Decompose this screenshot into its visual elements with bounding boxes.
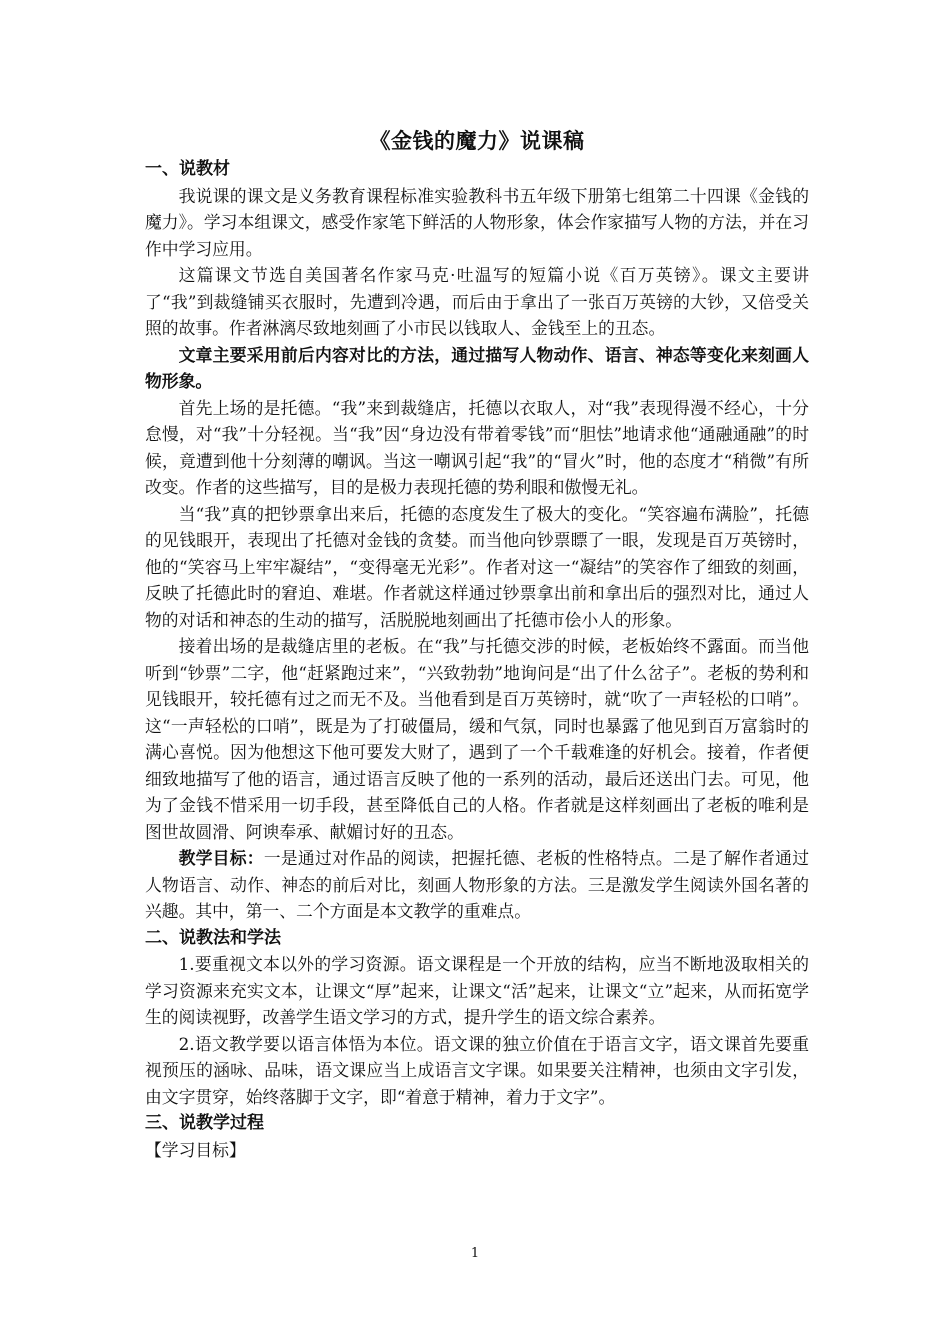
paragraph-todd: 首先上场的是托德。“我”来到裁缝店，托德以衣取人，对“我”表现得漫不经心，十分怠慢，对“我”十分轻视。当“我”因“身边没有带着零钱”而“胆怯”地请求他“通融通融”的时候，竟遭到他十分刻薄的嘲讽。当这一嘲讽引起“我”的“冒火”时，他的态度才“稍微”有所改变。作者的这些描写，目的是极力表现托德的势利眼和傲慢无礼。 <box>145 397 809 497</box>
section-heading-methods: 二、说教法和学法 <box>145 927 281 948</box>
paragraph-intro: 我说课的课文是义务教育课程标准实验教科书五年级下册第七组第二十四课《金钱的魔力》。学习本组课文，感受作家笔下鲜活的人物形象，体会作家描写人物的方法，并在习作中学习应用。 <box>145 185 809 259</box>
document-title: 《金钱的魔力》说课稿 <box>369 128 585 153</box>
document-body <box>145 126 809 1163</box>
paragraph-method-2: 2.语文教学要以语言体悟为本位。语文课的独立价值在于语言文字，语文课首先要重视预压的涵咏、品味，语文课应当上成语言文字课。如果要关注精神，也须由文字引发，由文字贯穿，始终落脚于文字，即“着意于精神，着力于文字”。 <box>145 1033 809 1107</box>
page-number: 1 <box>470 1246 480 1261</box>
paragraph-source: 这篇课文节选自美国著名作家马克·吐温写的短篇小说《百万英镑》。课文主要讲了“我”到裁缝铺买衣服时，先遭到冷遇，而后由于拿出了一张百万英镑的大钞，又倍受关照的故事。作者淋漓尽致地刻画了小市民以钱取人、金钱至上的丑态。 <box>145 265 809 338</box>
section-heading-teaching-material: 一、说教材 <box>145 159 230 179</box>
paragraph-todd-change: 当“我”真的把钞票拿出来后，托德的态度发生了极大的变化。“笑容遍布满脸”，托德的见钱眼开，表现出了托德对金钱的贪婪。而当他向钞票瞟了一眼，发现是百万英镑时，他的“笑容马上牢牢凝结”，“变得毫无光彩”。作者对这一“凝结”的笑容作了细致的刻画，反映了托德此时的窘迫、难堪。作者就这样通过钞票拿出前和拿出后的强烈对比，通过人物的对话和神态的生动的描写，活脱脱地刻画出了托德市侩小人的形象。 <box>145 503 809 630</box>
teaching-goals-text: 一是通过对作品的阅读，把握托德、老板的性格特点。二是了解作者通过人物语言、动作、神态的前后对比，刻画人物形象的方法。三是激发学生阅读外国名著的兴趣。其中，第一、二个方面是本文教学的重难点。 <box>145 848 809 921</box>
section-heading-process: 三、说教学过程 <box>145 1113 264 1133</box>
paragraph-method-bold: 文章主要采用前后内容对比的方法，通过描写人物动作、语言、神态等变化来刻画人物形象。 <box>145 344 809 391</box>
paragraph-boss: 接着出场的是裁缝店里的老板。在“我”与托德交涉的时候，老板始终不露面。而当他听到“钞票”二字，他“赶紧跑过来”，“兴致勃勃”地询问是“出了什么岔子”。老板的势利和见钱眼开，较托德有过之而无不及。当他看到是百万英镑时，就“吹了一声轻松的口哨”。这“一声轻松的口哨”，既是为了打破僵局，缓和气氛，同时也暴露了他见到百万富翁时的满心喜悦。因为他想这下他可要发大财了，遇到了一个千载难逢的好机会。接着，作者便细致地描写了他的语言，通过语言反映了他的一系列的活动，最后还送出门去。可见，他为了金钱不惜采用一切手段，甚至降低自己的人格。作者就是这样刻画出了老板的唯利是图世故圆滑、阿谀奉承、献媚讨好的丑态。 <box>145 636 809 842</box>
teaching-goals-label: 教学目标： <box>178 848 264 868</box>
paragraph-teaching-goals <box>145 845 809 925</box>
paragraph-method-1: 1.要重视文本以外的学习资源。语文课程是一个开放的结构，应当不断地汲取相关的学习资源来充实文本，让课文“厚”起来，让课文“活”起来，让课文“立”起来，从而拓宽学生的阅读视野，改善学生语文学习的方式，提升学生的语文综合素养。 <box>145 954 809 1027</box>
learning-goal-label: 【学习目标】 <box>145 1139 246 1160</box>
